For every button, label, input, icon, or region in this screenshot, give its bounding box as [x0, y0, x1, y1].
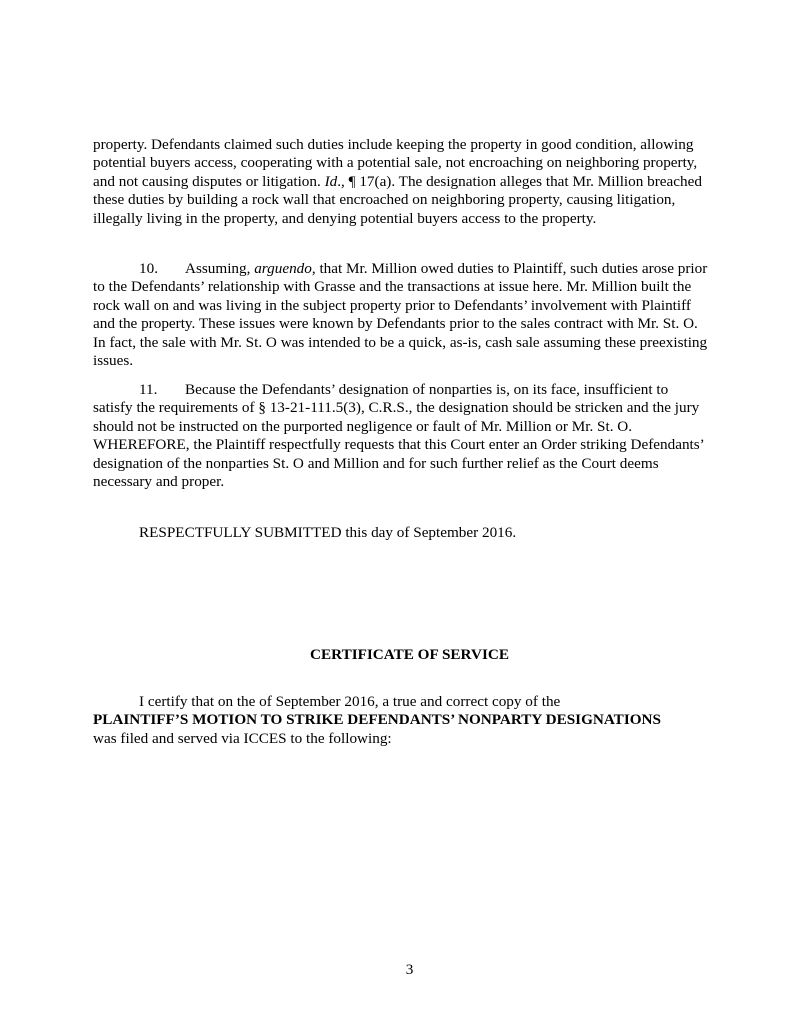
certificate-heading: CERTIFICATE OF SERVICE [310, 646, 509, 663]
continuation-text-2: ., ¶ 17(a). The designation alleges that Mr. Million breached these duties by building a rock wall that encroached on neighboring property, causing litigation, illegally living in the property, and denying potential buyers access to the property. [93, 172, 702, 227]
id-citation: Id [324, 172, 338, 190]
paragraph-10-text-1: Assuming, [185, 260, 255, 277]
certificate-line-1: I certify that on the of September 2016, a true and correct copy of the [139, 693, 561, 710]
respectfully-submitted-line: RESPECTFULLY SUBMITTED this day of September 2016. [139, 524, 517, 541]
paragraph-11 [93, 381, 708, 491]
certificate-line-3: was filed and served via ICCES to the following: [93, 729, 392, 747]
continuation-paragraph [93, 136, 708, 228]
certificate-body [93, 693, 708, 748]
paragraph-11-text: Because the Defendants’ designation of nonparties is, on its face, insufficient to satisfy the requirements of § 13-21-111.5(3), C.R.S., the designation should be stricken and the jury should not be instructed on the purported negligence or fault of Mr. Million or Mr. St. O. WHEREFORE, the Plaintiff respectfully requests that this Court enter an Order striking Defendants’ designation of the nonparties St. O and Million and for such further relief as the Court deems necessary and proper. [93, 381, 704, 491]
paragraph-10-text-2: , that Mr. Million owed duties to Plaintiff, such duties arose prior to the Defendants’ relationship with Grasse and the transactions at issue here. Mr. Million built the rock wall on and was living in the subject property prior to Defendants’ involvement with Plaintiff and the property. These issues were known by Defendants prior to the sales contract with Mr. St. O. In fact, the sale with Mr. St. O was intended to be a quick, as-is, cash sale assuming these preexisting issues. [93, 260, 708, 370]
arguendo-text: arguendo [254, 260, 312, 277]
motion-title: PLAINTIFF’S MOTION TO STRIKE DEFENDANTS’ NONPARTY DESIGNATIONS [93, 711, 661, 729]
paragraph-10-number: 10. [139, 260, 158, 277]
paragraph-11-number: 11. [139, 381, 158, 398]
page-number: 3 [405, 961, 414, 978]
continuation-text-1: property. Defendants claimed such duties include keeping the property in good condition, allowing potential buyers access, cooperating with a potential sale, not encroaching on neighboring property, and not causing disputes or litigation. [93, 136, 698, 190]
paragraph-10 [93, 260, 708, 370]
